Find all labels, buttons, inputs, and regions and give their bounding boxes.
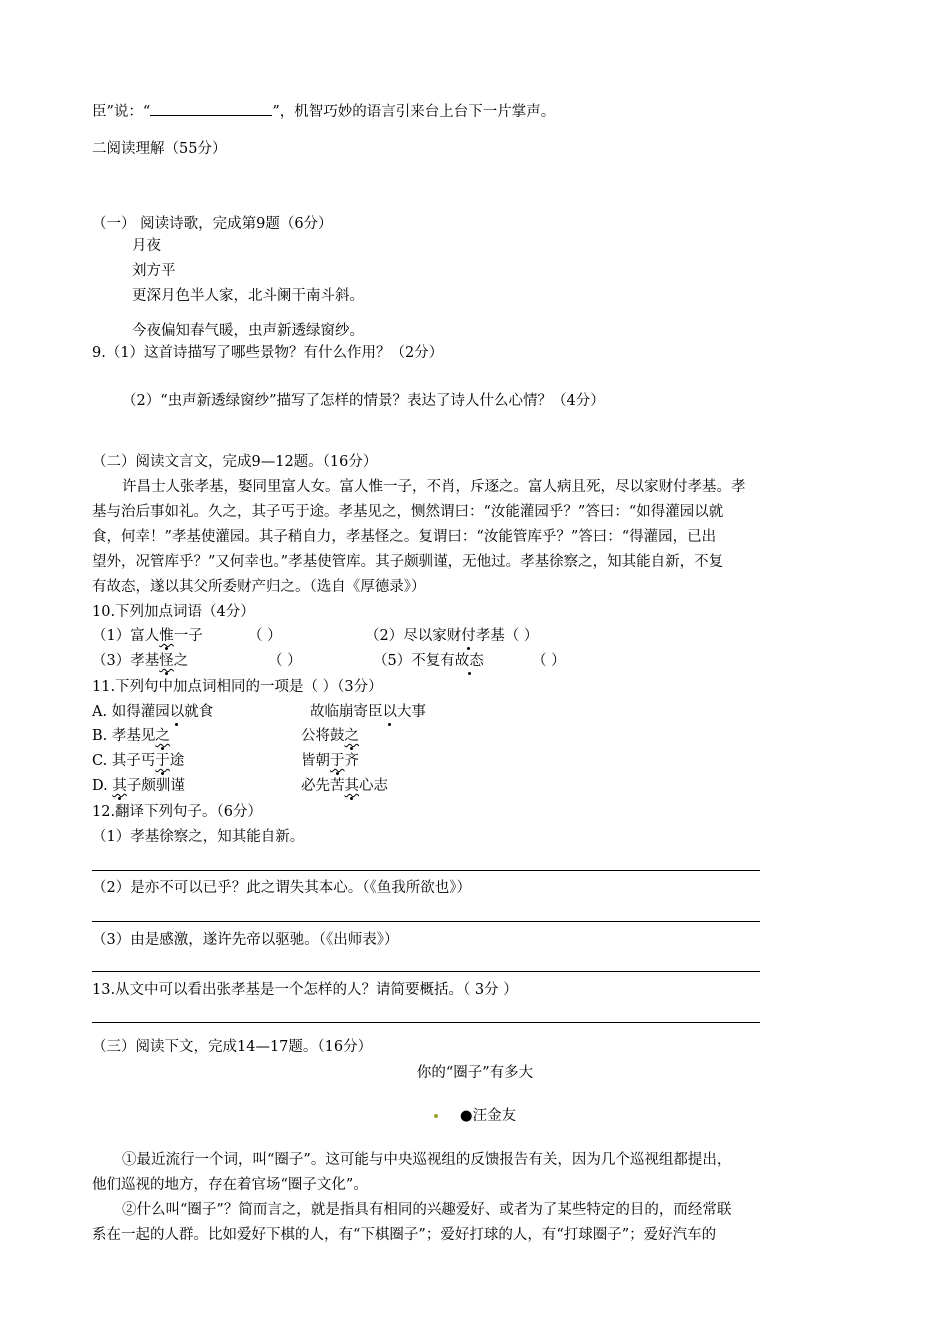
top-line-before: 臣”说：“ — [92, 104, 151, 120]
q11-option-b — [92, 725, 170, 747]
q10-item-1 — [92, 625, 203, 647]
answer-line — [92, 1022, 760, 1023]
passage-line: 有故态，遂以其父所委财产归之。（选自《厚德录》） — [92, 579, 426, 595]
q10-paren: （ ） — [532, 653, 566, 669]
question-12-3: （3）由是感激，遂许先帝以驱驰。（《出师表》） — [92, 932, 399, 948]
dotted-word: 其 — [112, 775, 127, 797]
option-text: 必先苦 — [301, 778, 345, 794]
option-text: 大事 — [397, 704, 426, 720]
q11-option-a — [92, 701, 213, 723]
passage-line: 望外，况管库乎？”又何幸也。”孝基使管库。其子颇驯谨，无他过。孝基徐察之，知其能自新，不复 — [92, 554, 724, 570]
question-12-1: （1）孝基徐察之，知其能自新。 — [92, 829, 305, 845]
q10-item-text: 之 — [173, 653, 189, 669]
part3-heading: （三）阅读下文，完成14—17题。（16分） — [92, 1039, 373, 1055]
option-text: 公将鼓 — [301, 728, 345, 744]
answer-line — [92, 971, 760, 972]
answer-blank — [150, 101, 272, 116]
question-12: 12.翻译下列句子。（6分） — [92, 804, 263, 820]
answer-line — [92, 921, 760, 922]
option-text: 故临崩寄臣 — [310, 704, 383, 720]
part1-heading: （一） 阅读诗歌，完成第9题（6分） — [92, 216, 333, 232]
q10-item-text: 孝基 — [475, 628, 505, 644]
paragraph-line: 他们巡视的地方，存在着官场“圈子文化”。 — [92, 1177, 368, 1193]
dotted-word: 其 — [345, 775, 360, 797]
paragraph-line: ①最近流行一个词，叫“圈子”。这可能与中央巡视组的反馈报告有关，因为几个巡视组都提出， — [122, 1152, 732, 1168]
question-10: 10.下列加点词语（4分） — [92, 604, 255, 620]
q10-item-text: （2）尽以家财 — [365, 628, 462, 644]
question-13: 13.从文中可以看出张孝基是一个怎样的人？请简要概括。（ 3分 ） — [92, 982, 518, 998]
q11-option-d — [92, 775, 185, 797]
option-letter: C. — [92, 753, 108, 769]
dotted-word: 以 — [383, 701, 398, 723]
q11-option-c-compare — [301, 750, 359, 772]
q10-item-text: 一子 — [173, 628, 203, 644]
option-letter: D. — [92, 778, 108, 794]
option-letter: A. — [92, 704, 108, 720]
poem-title: 月夜 — [132, 238, 161, 254]
option-text: 子颇驯谨 — [126, 778, 185, 794]
q11-option-d-compare — [301, 775, 388, 797]
option-text: 如得灌园 — [111, 704, 170, 720]
paragraph-line: 系在一起的人群。比如爱好下棋的人，有“下棋圈子”；爱好打球的人，有“打球圈子”；爱好汽车的 — [92, 1227, 717, 1243]
part2-heading: （二）阅读文言文，完成9—12题。（16分） — [92, 454, 378, 470]
dotted-word: 惟 — [159, 625, 174, 647]
option-text: 途 — [169, 753, 185, 769]
option-text: 皆朝 — [301, 753, 330, 769]
option-text: 孝基见 — [111, 728, 156, 744]
dotted-word: 于 — [330, 750, 345, 772]
q10-item-text: （1）富人 — [92, 628, 160, 644]
poem-line-1: 更深月色半人家，北斗阑干南斗斜。 — [132, 288, 364, 304]
option-text: 就食 — [184, 704, 214, 720]
dotted-word: 故态 — [455, 650, 484, 672]
dotted-word: 怪 — [159, 650, 174, 672]
paragraph-line: ②什么叫“圈子”？简而言之，就是指具有相同的兴趣爱好、或者为了某些特定的目的，而经常联 — [122, 1202, 732, 1218]
option-text: 心志 — [359, 778, 388, 794]
question-9-2: （2）“虫声新透绿窗纱”描写了怎样的情景？表达了诗人什么心情？（4分） — [122, 393, 605, 409]
option-text: 其子丐 — [111, 753, 156, 769]
answer-line — [92, 870, 760, 871]
option-text: 齐 — [344, 753, 359, 769]
q10-item-text: （3）孝基 — [92, 653, 160, 669]
article-title: 你的“圈子”有多大 — [416, 1065, 534, 1081]
decorative-dot — [434, 1114, 438, 1118]
poem-line-2: 今夜偏知春气暖，虫声新透绿窗纱。 — [132, 323, 364, 339]
poem-author: 刘方平 — [132, 263, 176, 279]
question-9-1: 9.（1）这首诗描写了哪些景物？有什么作用？（2分） — [92, 345, 444, 361]
section2-title: 二阅读理解（55分） — [92, 141, 227, 157]
q10-paren: （ ） — [248, 628, 282, 644]
q10-item-4 — [373, 650, 484, 672]
passage-line: 食，何幸！”孝基使灌园。其子稍自力，孝基怪之。复谓曰：“汝能管库乎？”答曰：“得灌园，已出 — [92, 529, 717, 545]
author-name: ●汪金友 — [459, 1108, 517, 1124]
dotted-word: 付 — [461, 625, 476, 647]
passage-line: 许昌士人张孝基，娶同里富人女。富人惟一子，不肖，斥逐之。富人病且死，尽以家财付孝基。孝 — [122, 479, 746, 495]
dotted-word: 于 — [155, 750, 170, 772]
article-author — [0, 1105, 950, 1127]
q11-option-c — [92, 750, 184, 772]
q10-item-2 — [365, 625, 538, 647]
q10-paren: （ ） — [504, 628, 539, 644]
dotted-word: 之 — [155, 725, 170, 747]
question-11: 11.下列句中加点词相同的一项是（ ）（3分） — [92, 679, 383, 695]
dotted-word: 以 — [170, 701, 185, 723]
top-line — [92, 101, 555, 123]
q11-option-b-compare — [301, 725, 359, 747]
q10-item-3 — [92, 650, 188, 672]
top-line-after: ”，机智巧妙的语言引来台上台下一片掌声。 — [272, 104, 556, 120]
q10-paren: （ ） — [268, 653, 302, 669]
dotted-word: 之 — [345, 725, 360, 747]
question-12-2: （2）是亦不可以已乎？此之谓失其本心。（《鱼我所欲也》） — [92, 880, 471, 896]
q11-option-a-compare — [310, 701, 426, 723]
passage-line: 基与治后事如礼。久之，其子丐于途。孝基见之，恻然谓曰：“汝能灌园乎？”答曰：“如得灌园以就 — [92, 504, 724, 520]
q10-item-text: （5）不复有 — [373, 653, 455, 669]
option-letter: B. — [92, 728, 108, 744]
